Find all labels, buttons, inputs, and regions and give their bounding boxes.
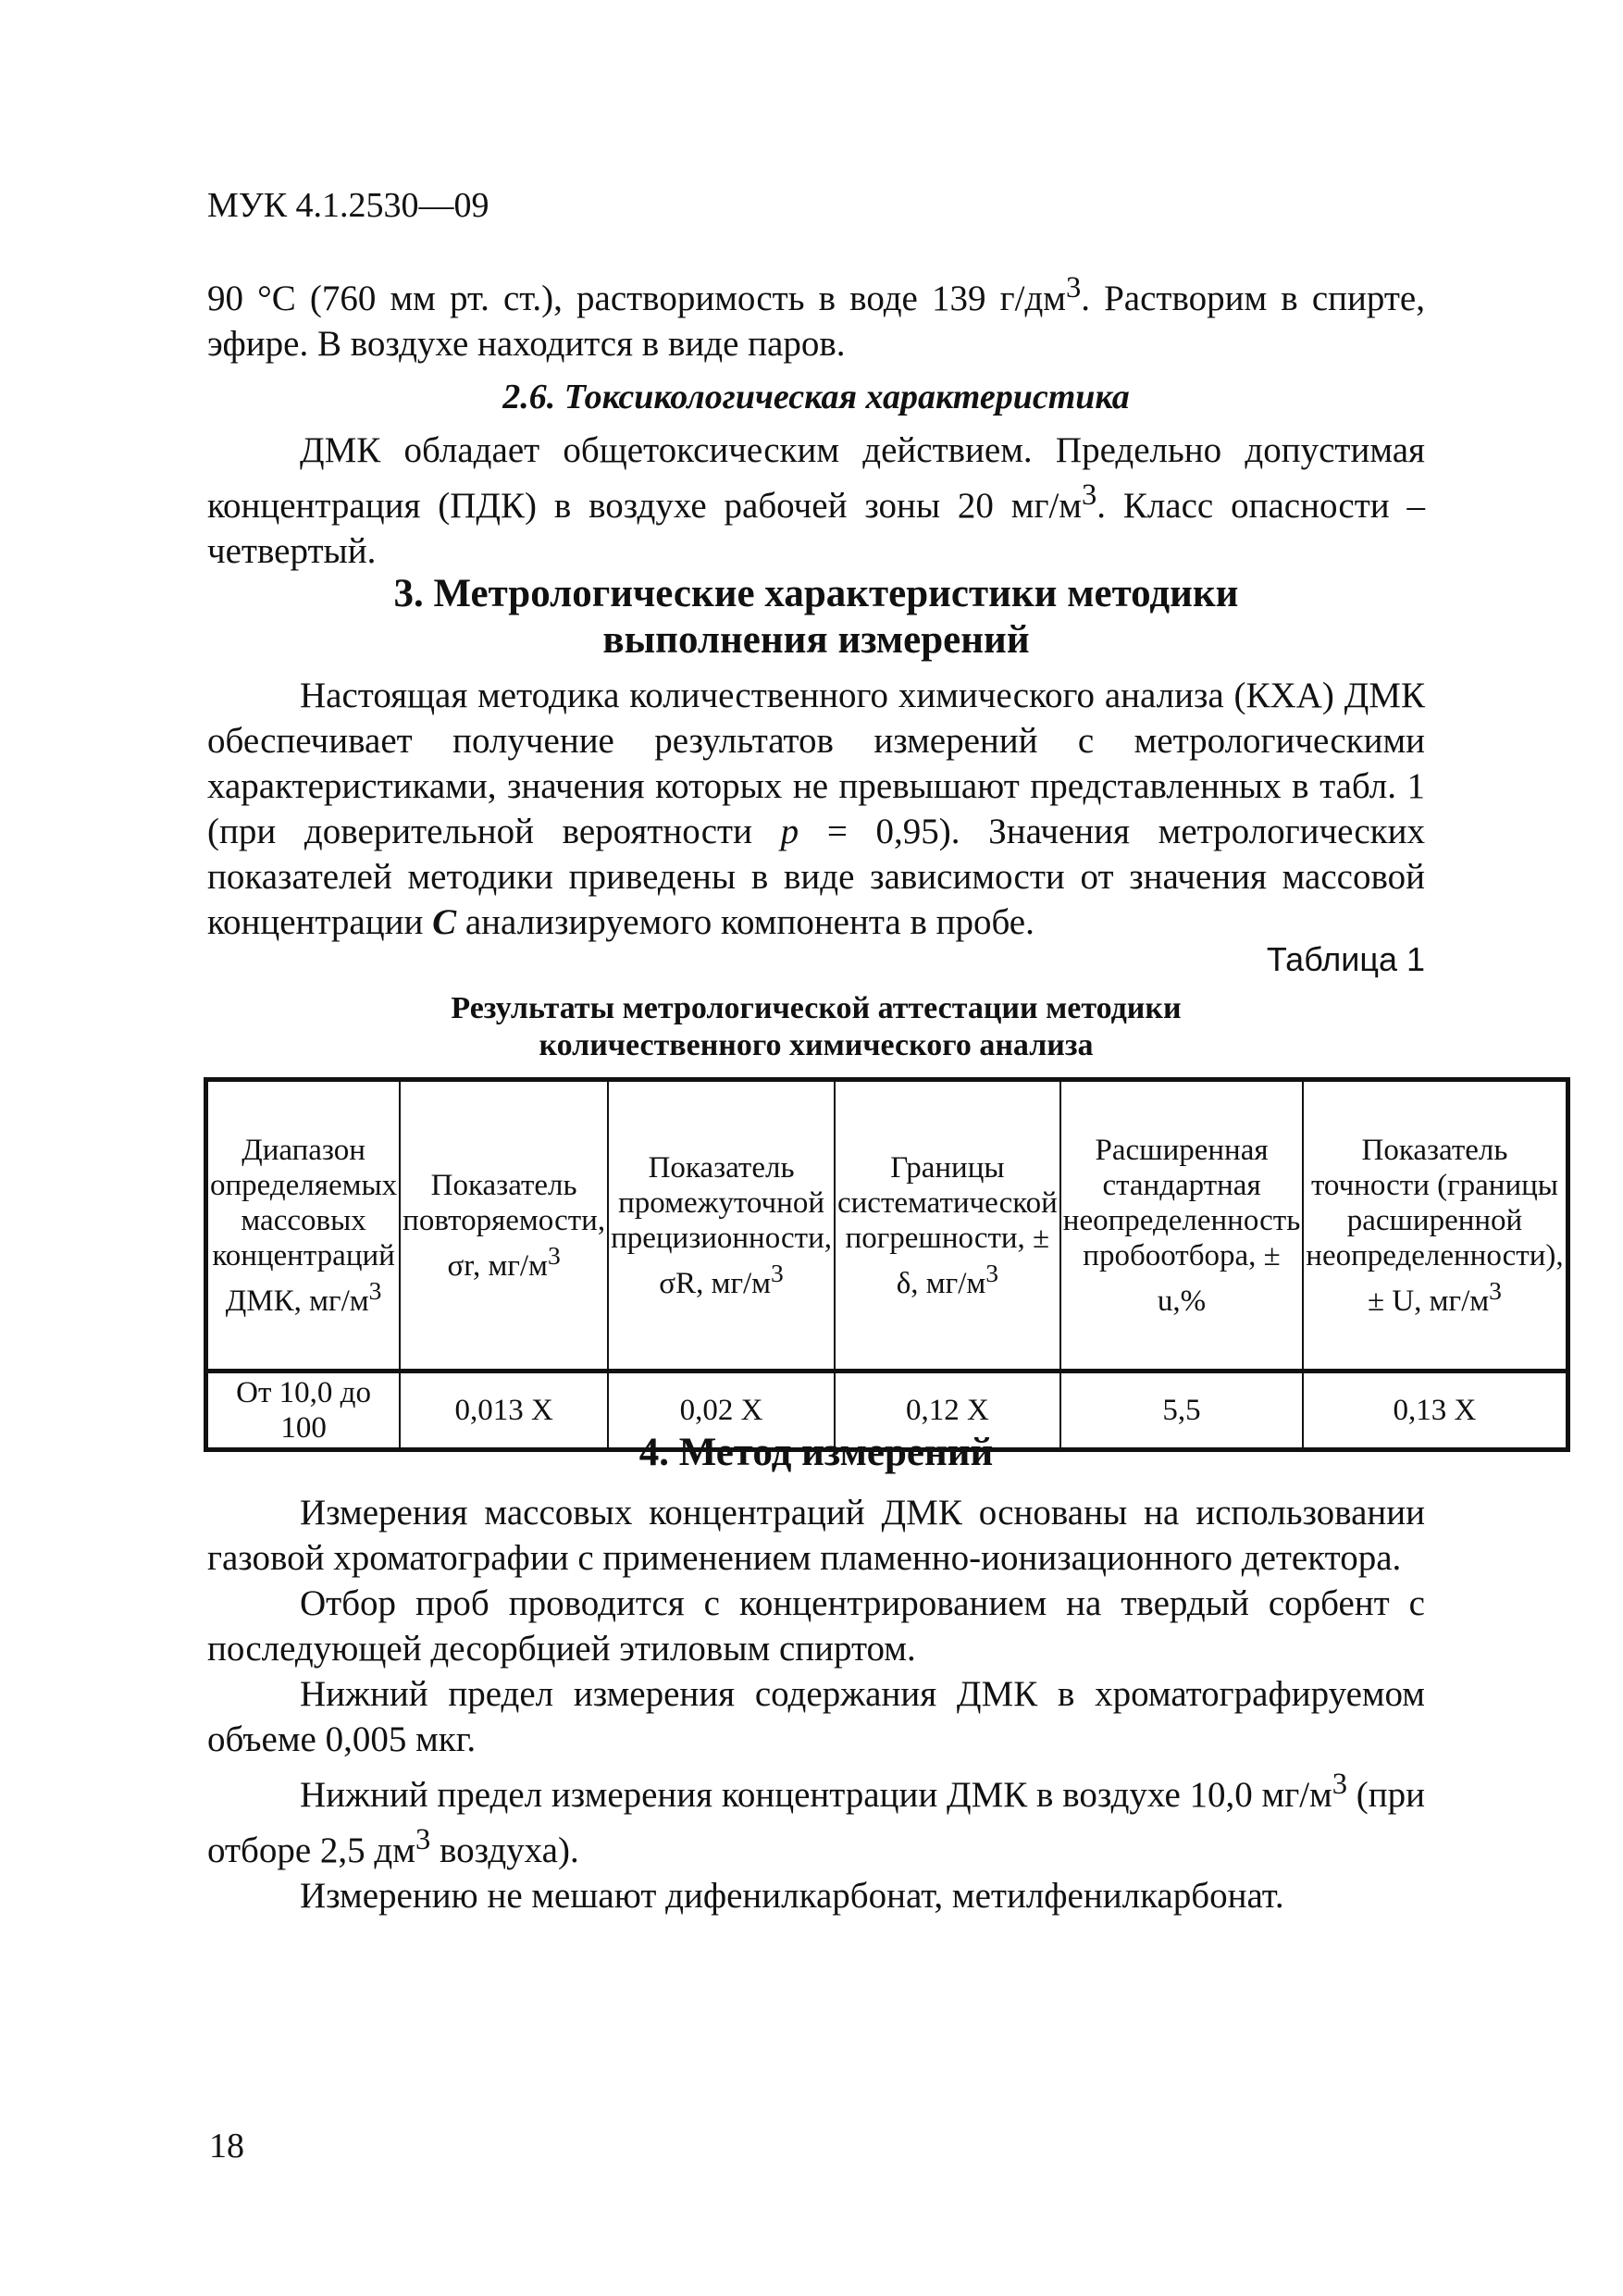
metrology-table — [204, 1077, 1570, 1452]
document-header: МУК 4.1.2530—09 — [207, 186, 489, 225]
cell-intermediate-precision: 0,02 X — [608, 1371, 835, 1450]
section-4-paragraph-4: Нижний предел измерения концентрации ДМК в воздухе 10,0 $мг/м^3$ (при отборе 2,5 $дм^3$ воздуха). — [207, 1768, 1425, 1870]
table-caption-line-1: Результаты метрологической аттестации методики — [451, 991, 1182, 1025]
cell-repeatability: 0,013 X — [400, 1371, 608, 1450]
section-2-6-text: ДМК обладает общетоксическим действием. Предельно допустимая концентрация (ПДК) в воздухе рабочей зоны 20 $мг/м^3$. Класс опасности – четвертый. — [207, 430, 1425, 571]
section-4-paragraph-3: Нижний предел измерения содержания ДМК в хроматографируемом объеме 0,005 мкг. — [207, 1674, 1425, 1759]
section-4-title: 4. Метод измерений — [638, 1431, 994, 1474]
section-2-6-body — [207, 428, 1425, 574]
cell-accuracy: 0,13 X — [1303, 1371, 1567, 1450]
cell-range: От 10,0 до 100 — [206, 1371, 401, 1450]
section-3-body — [207, 673, 1425, 945]
table-caption — [207, 990, 1425, 1064]
intro-text: 90 °С (760 мм рт. ст.), растворимость в воде 139 $г/дм^3$. Растворим в спирте, эфире. В воздухе находится в виде паров. — [207, 271, 1425, 364]
section-3-title-line-1: 3. Метрологические характеристики методики — [393, 572, 1239, 615]
table-label: Таблица 1 — [1266, 940, 1425, 978]
page-number: 18 — [209, 2127, 244, 2166]
header-systematic-error: Границы систематической погрешности, ± δ, $мг/м^3$ — [835, 1080, 1060, 1371]
header-range: Диапазон определяемых массовых концентраций ДМК, $мг/м^3$ — [206, 1080, 401, 1371]
header-sampling-uncertainty: Расширенная стандартная неопределенность пробоотбора, ± u,% — [1060, 1080, 1304, 1371]
section-3-title-line-2: выполнения измерений — [602, 618, 1030, 662]
intro-paragraph — [207, 266, 1425, 366]
header-intermediate-precision: Показатель промежуточной прецизионности, σR, $мг/м^3$ — [608, 1080, 835, 1371]
section-3-title — [207, 571, 1425, 664]
section-2-6-title: 2.6. Токсикологическая характеристика — [502, 378, 1130, 416]
section-4-paragraph-5: Измерению не мешают дифенилкарбонат, метилфенилкарбонат. — [300, 1876, 1284, 1916]
section-3-text: Настоящая методика количественного химического анализа (КХА) ДМК обеспечивает получение результатов измерений с метрологическими характеристиками, значения которых не превышают представленных в табл. 1 (при доверительной вероятности p = 0,95). Значения метрологических показателей методики приведены в виде зависимости от значения массовой концентрации С анализируемого компонента в пробе. — [207, 676, 1425, 942]
section-4-body — [207, 1490, 1425, 1918]
table-caption-line-2: количественного химического анализа — [539, 1028, 1094, 1062]
cell-systematic-error: 0,12 X — [835, 1371, 1060, 1450]
header-repeatability: Показатель повторяемости, σr, $мг/м^3$ — [400, 1080, 608, 1371]
cell-sampling-uncertainty: 5,5 — [1060, 1371, 1304, 1450]
header-accuracy: Показатель точности (границы расширенной неопределенности), ± U, $мг/м^3$ — [1303, 1080, 1567, 1371]
section-4-paragraph-1: Измерения массовых концентраций ДМК основаны на использовании газовой хроматографии с применением пламенно-ионизационного детектора. — [207, 1493, 1425, 1578]
section-4-paragraph-2: Отбор проб проводится с концентрированием на твердый сорбент с последующей десорбцией этиловым спиртом. — [207, 1583, 1425, 1669]
table-header-row — [206, 1080, 1568, 1371]
